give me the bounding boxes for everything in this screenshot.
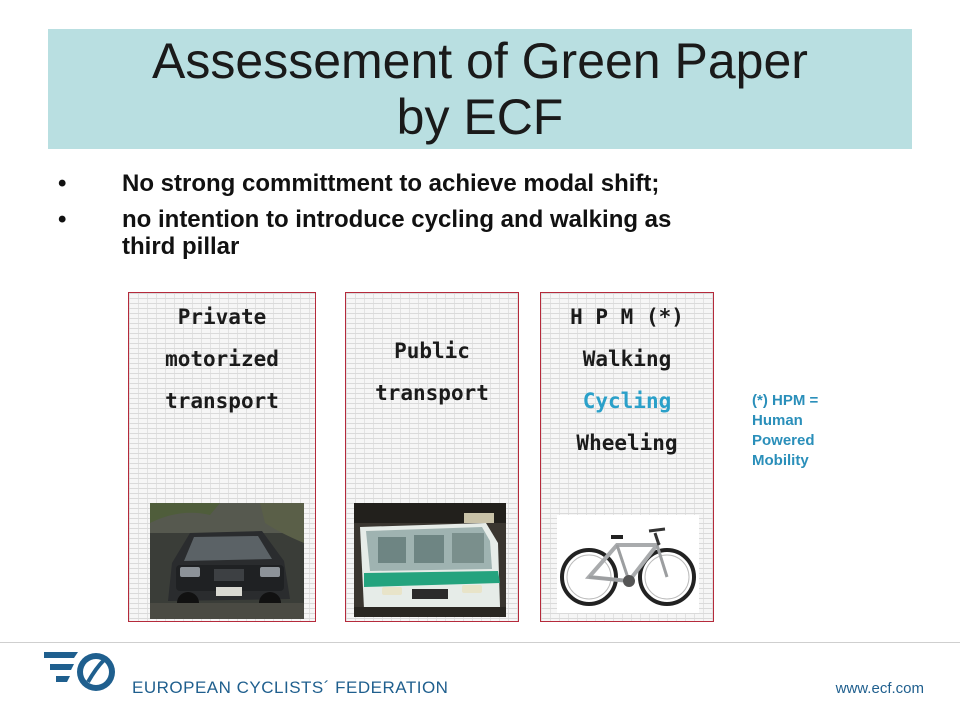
pillar-human-powered-mobility — [540, 292, 714, 622]
bullet-list — [56, 170, 896, 269]
footer-divider — [0, 642, 960, 643]
bullet-text-continuation: third pillar — [122, 233, 240, 260]
pillar-public-transport — [345, 292, 519, 622]
pillar-label: H P M (*) — [570, 305, 684, 329]
bullet-item — [56, 206, 896, 260]
car-photo — [150, 503, 304, 619]
website-url: www.ecf.com — [835, 680, 924, 697]
ecf-logo-icon — [44, 648, 120, 698]
pillar-private-motorized-transport — [128, 292, 316, 622]
bullet-dot-icon: • — [58, 170, 67, 197]
footnote-line: Mobility — [752, 452, 809, 469]
slide-title-band — [48, 29, 912, 149]
slide-title-line-2: by ECF — [396, 89, 564, 145]
bullet-text: No strong committment to achieve modal shift; — [122, 170, 660, 197]
pillar-label: motorized — [165, 347, 279, 371]
hpm-footnote — [752, 391, 872, 471]
pillar-label: Walking — [582, 347, 672, 371]
footnote-line: Human — [752, 412, 803, 429]
bus-photo — [354, 503, 506, 617]
bicycle-photo — [557, 515, 699, 613]
pillar-label-highlight: Cycling — [582, 389, 672, 413]
footnote-line: Powered — [752, 432, 815, 449]
pillar-label: Wheeling — [576, 431, 678, 455]
organization-name: EUROPEAN CYCLISTS´ FEDERATION — [132, 678, 449, 697]
pillar-label: transport — [165, 389, 279, 413]
slide-title-line-1: Assessement of Green Paper — [152, 33, 808, 89]
bullet-item — [56, 170, 896, 197]
footnote-line: (*) HPM = — [752, 392, 819, 409]
bullet-text: no intention to introduce cycling and walking as — [122, 206, 672, 233]
bullet-dot-icon: • — [58, 206, 67, 233]
pillar-label: transport — [375, 381, 489, 405]
pillar-label: Private — [177, 305, 267, 329]
pillar-label: Public — [394, 339, 470, 363]
